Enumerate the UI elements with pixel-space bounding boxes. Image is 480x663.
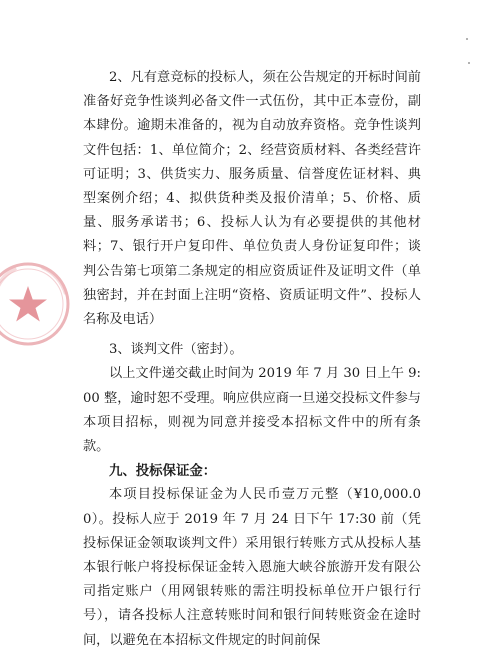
official-seal xyxy=(0,258,74,350)
paragraph-bid-documents: 2、凡有意竞标的投标人，须在公告规定的开标时间前准备好竞争性谈判必备文件一式伍份，其中正本壹份，副本肆份。逾期未准备的，视为自动放弃资格。竞争性谈判文件包括：1、单位简介；2、经营资质材料、各类经营许可证明；3、供货实力、服务质量、信誉度佐证材料、典型案例介绍；4、拟供货种类及报价清单；5、价格、质量、服务承诺书；6、投标人认为有必要提供的其他材料；7、银行开户复印件、单位负责人身份证复印件；谈判公告第七项第二条规定的相应资质证件及证明文件（单独密封，并在封面上注明“资格、资质证明文件”、投标人名称及电话） xyxy=(83,70,421,328)
paragraph-deadline: 以上文件递交截止时间为 2019 年 7 月 30 日上午 9:00 整，逾时恕不受理。响应供应商一旦递交投标文件参与本项目招标，则视为同意并接受本招标文件中的所有条款。 xyxy=(83,366,421,455)
paragraph-deposit: 本项目投标保证金为人民币壹万元整（¥10,000.00）。投标人应于 2019 年 7 月 24 日下午 17:30 前（凭投标保证金领取谈判文件）采用银行转账方式从投标人基本银行帐户将投标保证金转入恩施大峡谷旅游开发有限公司指定账户（用网银转账的需注明投标单位开户银行行号），请各投标人注意转账时间和银行间转账资金在途时间，以避免在本招标文件规定的时间前保 xyxy=(83,487,421,648)
scan-artifact xyxy=(466,38,468,40)
star-icon xyxy=(9,286,47,322)
paragraph-negotiation-docs: 3、谈判文件（密封）。 xyxy=(109,342,243,358)
scan-artifact xyxy=(468,62,470,64)
document-body xyxy=(83,66,421,653)
section-heading-deposit: 九、投标保证金： xyxy=(109,463,217,480)
